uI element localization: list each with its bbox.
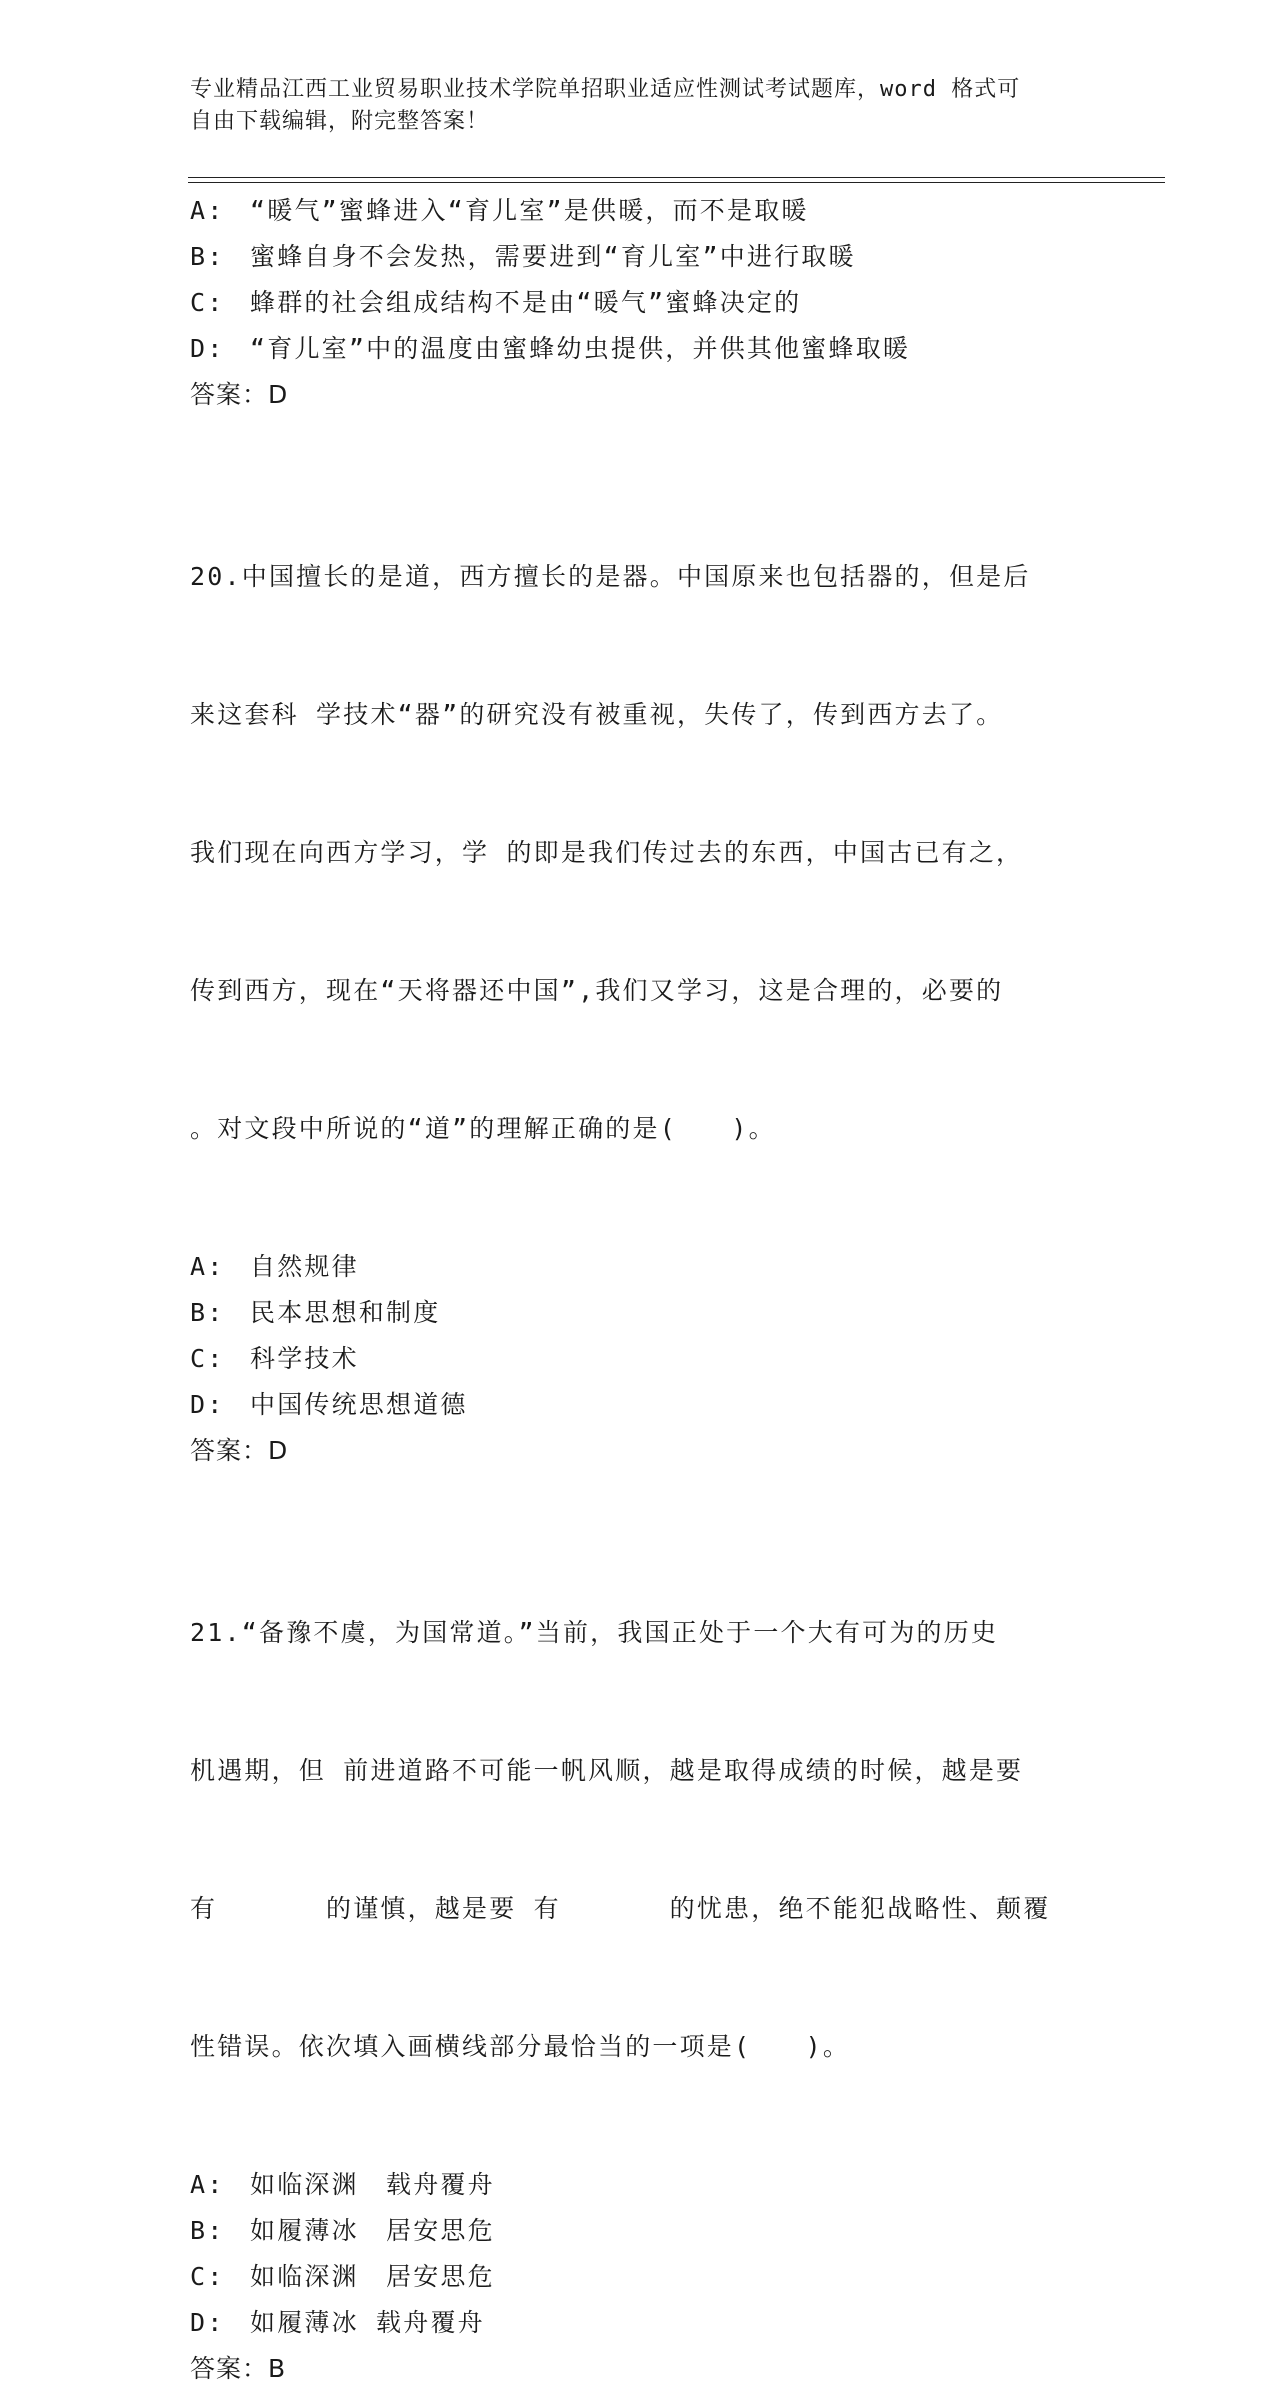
question-21 [190, 1518, 1090, 2392]
option-text: “育儿室”中的温度由蜜蜂幼虫提供，并供其他蜜蜂取暖 [250, 334, 911, 363]
option-key: D: [190, 1390, 225, 1419]
question-20 [190, 462, 1090, 1474]
option-b [190, 1290, 1090, 1336]
question-19 [190, 188, 1090, 418]
option-key: B: [190, 242, 225, 271]
option-key: D: [190, 334, 225, 363]
spacer [190, 418, 1090, 462]
option-c [190, 1336, 1090, 1382]
option-key: A: [190, 2170, 225, 2199]
option-c [190, 280, 1090, 326]
option-d [190, 326, 1090, 372]
page-header [190, 74, 1090, 138]
option-text: 民本思想和制度 [250, 1298, 441, 1327]
option-d [190, 2300, 1090, 2346]
option-text: 如履薄冰 载舟覆舟 [250, 2308, 485, 2337]
spacer [190, 1474, 1090, 1518]
option-text: 蜜蜂自身不会发热，需要进到“育儿室”中进行取暖 [250, 242, 856, 271]
question-line: 21.“备豫不虞，为国常道。”当前，我国正处于一个大有可为的历史 [190, 1618, 999, 1647]
option-text: 自然规律 [250, 1252, 359, 1281]
option-a [190, 2162, 1090, 2208]
question-line: 性错误。依次填入画横线部分最恰当的一项是( )。 [190, 2032, 851, 2061]
option-a [190, 188, 1090, 234]
option-key: C: [190, 2262, 225, 2291]
option-key: A: [190, 196, 225, 225]
option-key: B: [190, 1298, 225, 1327]
header-divider-top [188, 177, 1165, 178]
question-line: 。对文段中所说的“道”的理解正确的是( )。 [190, 1114, 776, 1143]
option-b [190, 2208, 1090, 2254]
header-divider-bottom [188, 182, 1165, 183]
option-key: C: [190, 1344, 225, 1373]
option-text: 如履薄冰 居安思危 [250, 2216, 495, 2245]
option-d [190, 1382, 1090, 1428]
question-text [190, 462, 1090, 1244]
option-key: B: [190, 2216, 225, 2245]
option-text: 如临深渊 载舟覆舟 [250, 2170, 495, 2199]
answer-line: 答案：D [190, 1436, 289, 1465]
option-c [190, 2254, 1090, 2300]
option-key: D: [190, 2308, 225, 2337]
option-b [190, 234, 1090, 280]
answer-line: 答案：B [190, 2354, 287, 2383]
question-line: 有 的谨慎，越是要 有 的忧患，绝不能犯战略性、颠覆 [190, 1894, 1051, 1923]
header-line-1: 专业精品江西工业贸易职业技术学院单招职业适应性测试考试题库，word 格式可 [190, 77, 1021, 102]
question-line: 机遇期，但 前进道路不可能一帆风顺，越是取得成绩的时候，越是要 [190, 1756, 1024, 1785]
header-line-2: 自由下载编辑，附完整答案！ [190, 109, 490, 134]
option-text: 科学技术 [250, 1344, 359, 1373]
answer-line: 答案：D [190, 380, 289, 409]
question-text [190, 1518, 1090, 2162]
option-key: C: [190, 288, 225, 317]
option-text: 如临深渊 居安思危 [250, 2262, 495, 2291]
document-body [190, 188, 1090, 2392]
option-a [190, 1244, 1090, 1290]
option-text: “暖气”蜜蜂进入“育儿室”是供暖，而不是取暖 [250, 196, 809, 225]
question-line: 传到西方，现在“天将器还中国”,我们又学习，这是合理的，必要的 [190, 976, 1004, 1005]
option-text: 蜂群的社会组成结构不是由“暖气”蜜蜂决定的 [250, 288, 802, 317]
question-line: 20.中国擅长的是道，西方擅长的是器。中国原来也包括器的，但是后 [190, 562, 1031, 591]
option-key: A: [190, 1252, 225, 1281]
question-line: 我们现在向西方学习，学 的即是我们传过去的东西，中国古已有之， [190, 838, 1024, 867]
option-text: 中国传统思想道德 [250, 1390, 468, 1419]
question-line: 来这套科 学技术“器”的研究没有被重视，失传了，传到西方去了。 [190, 700, 1004, 729]
